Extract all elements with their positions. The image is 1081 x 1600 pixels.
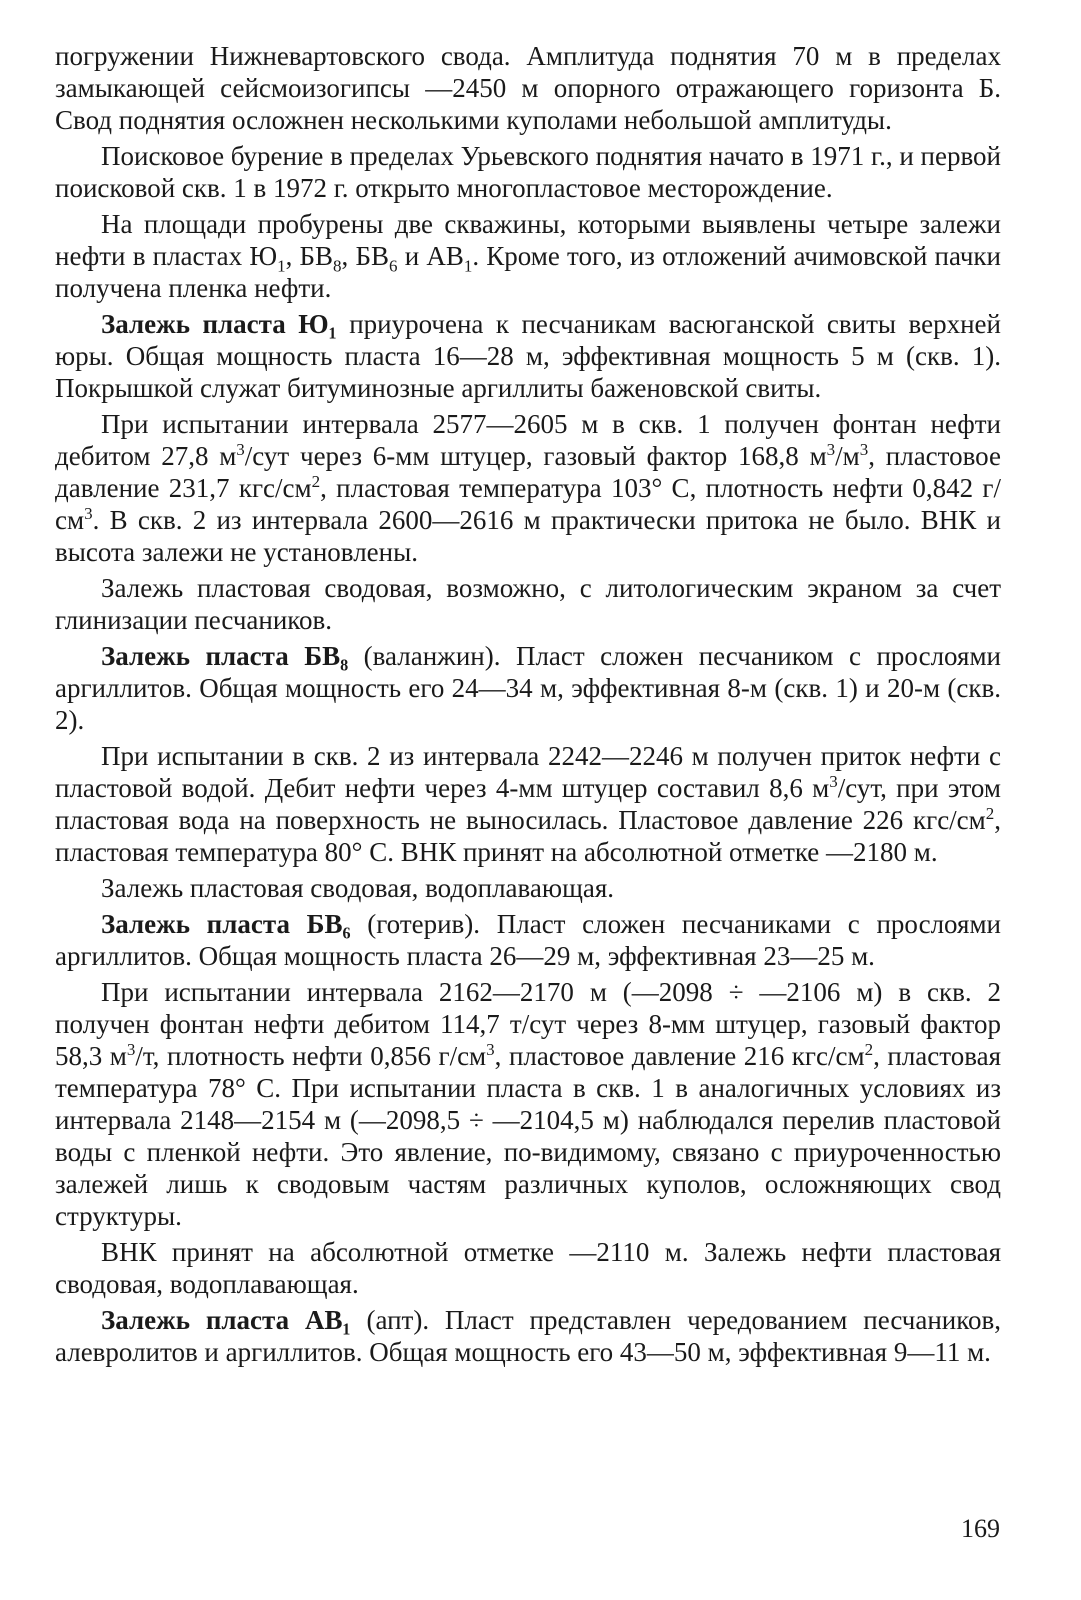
- text-run: Поисковое бурение в пределах Урьевского поднятия начато в 1971 г., и первой поисковой скв. 1 в 1972 г. открыто многопластовое месторождение.: [55, 141, 1001, 203]
- text-run: На площади пробурены две скважины, которыми выявлены четыре залежи нефти в пластах Ю: [55, 209, 1001, 271]
- text-run: , БВ: [341, 241, 389, 271]
- text-run: При испытании интервала 2162—2170 м (—2098 ÷ —2106 м) в скв. 2 получен фонтан нефти дебитом 114,7 т/сут через 8-мм штуцер, газовый фактор 58,3 м: [55, 977, 1001, 1071]
- text-run: Залежь пластовая сводовая, водоплавающая.: [101, 873, 615, 903]
- paragraph: [55, 208, 1001, 304]
- section-heading: Залежь пласта БВ₈: [101, 641, 349, 671]
- text-run: При испытании интервала 2577—2605 м в скв. 1 получен фонтан нефти дебитом 27,8 м: [55, 409, 1001, 471]
- subscript: 8: [333, 256, 342, 276]
- superscript: 3: [826, 440, 836, 459]
- text-run: . Кроме того, из отложений ачимовской пачки получена пленка нефти.: [55, 241, 1001, 303]
- text-run: При испытании в скв. 2 из интервала 2242—2246 м получен приток нефти с пластовой водой. Дебит нефти через 4-мм штуцер составил 8,6 м: [55, 741, 1001, 803]
- text-run: /сут через 6-мм штуцер, газовый фактор 168,8 м: [244, 441, 827, 471]
- text-run: (готерив). Пласт сложен песчаниками с прослоями аргиллитов. Общая мощность пласта 26—29 м, эффективная 23—25 м.: [55, 909, 1001, 971]
- section-paragraph: [55, 308, 1001, 404]
- text-run: /сут, при этом пластовая вода на поверхность не выносилась. Пластовое давление 226 кгс/см: [55, 773, 1001, 835]
- text-run: и АВ: [397, 241, 464, 271]
- text-run: , пластовая температура 78° С. При испытании пласта в скв. 1 в аналогичных условиях из интервала 2148—2154 м (—2098,5 ÷ —2104,5 м) наблюдался перелив пластовой воды с пленкой нефти. Это явление, по-видимому, связано с приуроченностью залежей лишь к сводовым частям различных куполов, осложняющих свод структуры.: [55, 1041, 1001, 1231]
- superscript: 2: [311, 472, 321, 491]
- superscript: 2: [864, 1040, 874, 1059]
- paragraph: [55, 572, 1001, 636]
- superscript: 3: [486, 1040, 495, 1059]
- paragraph: [55, 976, 1001, 1232]
- text-run: , БВ: [285, 241, 334, 271]
- section-heading: Залежь пласта БВ₆: [101, 909, 351, 939]
- paragraph: [55, 740, 1001, 868]
- text-run: (апт). Пласт представлен чередованием песчаников, алевролитов и аргиллитов. Общая мощность его 43—50 м, эффективная 9—11 м.: [55, 1305, 1001, 1367]
- paragraph: [55, 408, 1001, 568]
- section-paragraph: [55, 908, 1001, 972]
- text-run: Залежь пластовая сводовая, возможно, с литологическим экраном за счет глинизации песчаников.: [55, 573, 1001, 635]
- text-run: приурочена к песчаникам васюганской свиты верхней юры. Общая мощность пласта 16—28 м, эффективная мощность 5 м (скв. 1). Покрышкой служат битуминозные аргиллиты баженовской свиты.: [55, 309, 1001, 403]
- text-run: , пластовое давление 216 кгс/см: [494, 1041, 865, 1071]
- subscript: 1: [277, 256, 286, 276]
- paragraph: [55, 1236, 1001, 1300]
- section-heading: Залежь пласта Ю₁: [101, 309, 337, 339]
- superscript: 3: [829, 772, 838, 791]
- document-body: [55, 40, 1001, 1372]
- superscript: 3: [126, 1040, 136, 1059]
- page-number: 169: [961, 1514, 1000, 1543]
- superscript: 3: [859, 440, 869, 459]
- subscript: 1: [463, 256, 473, 276]
- superscript: 2: [985, 804, 995, 823]
- superscript: 3: [84, 504, 93, 523]
- text-run: , пластовая температура 103° С, плотность нефти 0,842 г/см: [55, 473, 1001, 535]
- text-run: погружении Нижневартовского свода. Амплитуда поднятия 70 м в пределах замыкающей сейсмоизогипсы —2450 м опорного отражающего горизонта Б. Свод поднятия осложнен несколькими куполами небольшой амплитуды.: [55, 41, 1001, 135]
- paragraph: [55, 40, 1001, 136]
- text-run: , пластовая температура 80° С. ВНК принят на абсолютной отметке —2180 м.: [55, 805, 1001, 867]
- text-run: , пластовое давление 231,7 кгс/см: [55, 441, 1001, 503]
- paragraph: [55, 140, 1001, 204]
- text-run: ВНК принят на абсолютной отметке —2110 м. Залежь нефти пластовая сводовая, водоплавающая.: [55, 1237, 1001, 1299]
- superscript: 3: [236, 440, 245, 459]
- section-paragraph: [55, 1304, 1001, 1368]
- text-run: (валанжин). Пласт сложен песчаником с прослоями аргиллитов. Общая мощность его 24—34 м, эффективная 8-м (скв. 1) и 20-м (скв. 2).: [55, 641, 1001, 735]
- text-run: /м: [835, 441, 860, 471]
- section-heading: Залежь пласта АВ₁: [101, 1305, 351, 1335]
- text-run: /т, плотность нефти 0,856 г/см: [135, 1041, 487, 1071]
- paragraph: [55, 872, 1001, 904]
- section-paragraph: [55, 640, 1001, 736]
- text-run: . В скв. 2 из интервала 2600—2616 м практически притока не было. ВНК и высота залежи не установлены.: [55, 505, 1001, 567]
- subscript: 6: [389, 256, 398, 276]
